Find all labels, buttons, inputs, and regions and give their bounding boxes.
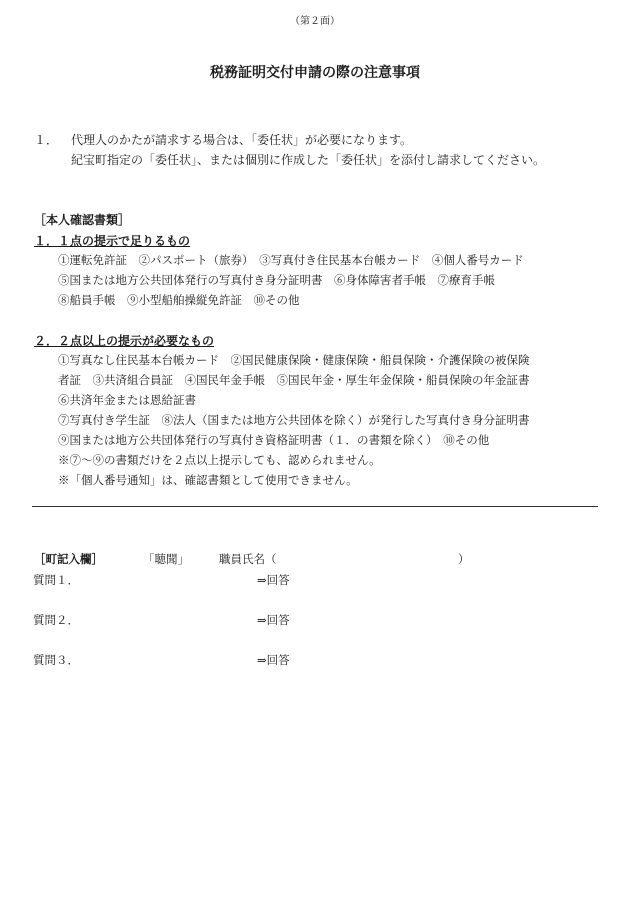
staff-name-close: ） — [458, 552, 470, 566]
one-point-line: ①運転免許証 ②パスポート（旅券） ③写真付き住民基本台帳カード ④個人番号カード — [58, 253, 524, 267]
answer-label: ⇒回答 — [257, 613, 290, 627]
id-docs-heading: ［本人確認書類］ — [34, 213, 131, 227]
two-points-line: ⑨国または地方公共団体発行の写真付き資格証明書（１．の書類を除く） ⑩その他 — [58, 433, 490, 447]
page-label: （第２面） — [290, 16, 340, 27]
answer-label: ⇒回答 — [257, 573, 290, 587]
two-points-note: ※「個人番号通知」は、確認書類として使用できません。 — [58, 473, 358, 487]
question-label: 質問１． — [33, 573, 79, 587]
one-point-heading: １．１点の提示で足りるもの — [34, 234, 191, 248]
two-points-line: ①写真なし住民基本台帳カード ②国民健康保険・健康保険・船員保険・介護保険の被保険 — [58, 353, 530, 367]
question-label: 質問２． — [33, 613, 79, 627]
one-point-line: ⑧船員手帳 ⑨小型船舶操縦免許証 ⑩その他 — [58, 293, 300, 307]
two-points-heading: ２．２点以上の提示が必要なもの — [34, 334, 215, 348]
document-title: 税務証明交付申請の際の注意事項 — [210, 65, 420, 81]
two-points-note: ※⑦～⑨の書類だけを２点以上提示しても、認められません。 — [58, 453, 381, 467]
two-points-line: ⑦写真付き学生証 ⑧法人（国または地方公共団体を除く）が発行した写真付き身分証明書 — [58, 413, 530, 427]
answer-label: ⇒回答 — [257, 653, 290, 667]
hearing-label: 「聴聞」 — [143, 552, 189, 566]
note-number: １． — [34, 133, 59, 147]
staff-name-label: 職員氏名（ — [219, 552, 277, 566]
question-label: 質問３． — [33, 653, 79, 667]
two-points-line: 者証 ③共済組合員証 ④国民年金手帳 ⑤国民年金・厚生年金保険・船員保険の年金証書 — [58, 373, 530, 387]
note-line-2: 紀宝町指定の「委任状」、または個別に作成した「委任状」を添付し請求してください。 — [71, 153, 546, 167]
one-point-line: ⑤国または地方公共団体発行の写真付き身分証明書 ⑥身体障害者手帳 ⑦療育手帳 — [58, 273, 495, 287]
note-line-1: 代理人のかたが請求する場合は、「委任状」が必要になります。 — [71, 133, 413, 147]
section-divider — [32, 506, 598, 507]
town-section-heading: ［町記入欄］ — [34, 552, 103, 566]
two-points-line: ⑥共済年金または恩給証書 — [58, 393, 196, 407]
